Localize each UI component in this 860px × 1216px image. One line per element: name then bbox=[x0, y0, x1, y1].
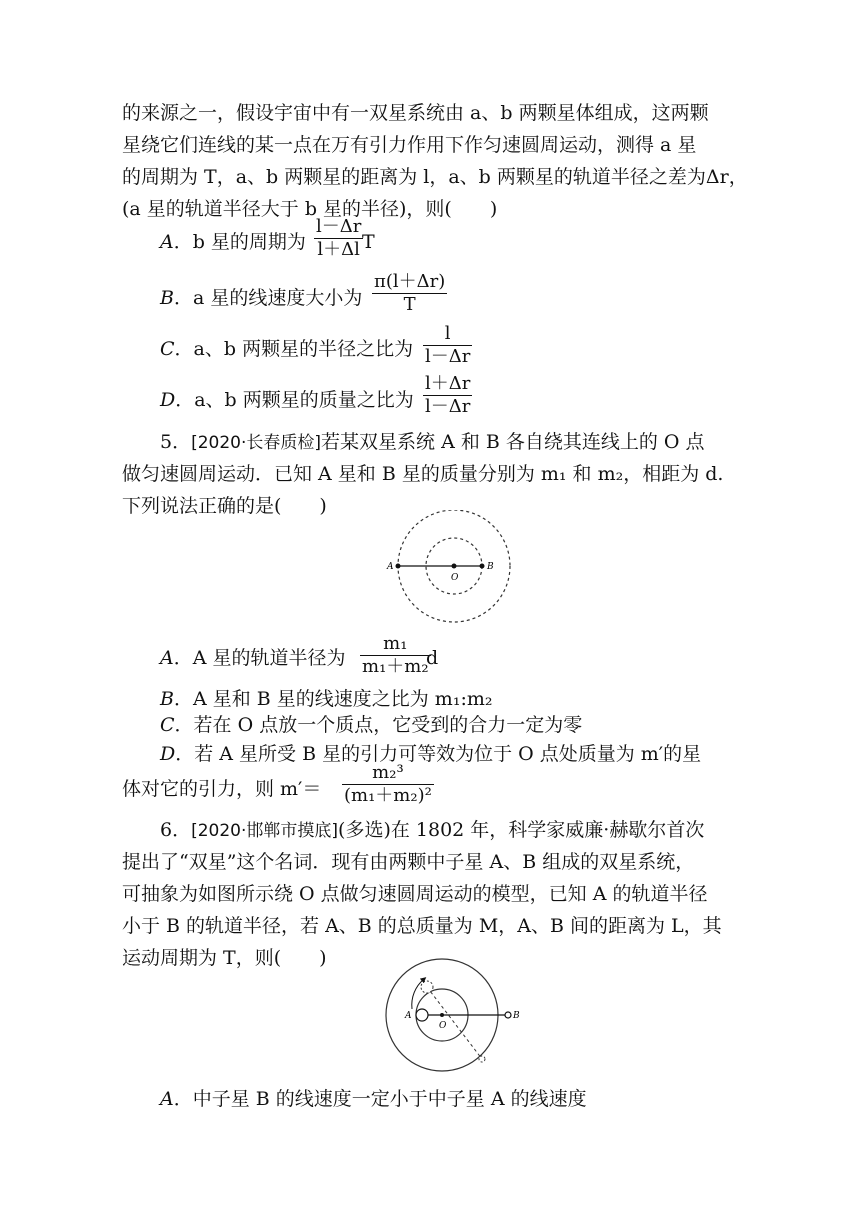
option-text: ．a、b 两颗星的质量之比为 bbox=[175, 389, 414, 411]
fraction-numerator: l bbox=[423, 323, 472, 346]
star-b-ghost bbox=[479, 1056, 485, 1062]
intro-line-2: 星绕它们连线的某一点在万有引力作用下作匀速圆周运动，测得 a 星 bbox=[122, 134, 697, 156]
q6-orbit-figure bbox=[384, 955, 534, 1080]
option-letter: A bbox=[160, 1088, 174, 1110]
option-letter: C bbox=[160, 338, 175, 360]
q4-option-a bbox=[160, 229, 306, 255]
center-o-dot bbox=[452, 564, 457, 569]
rotated-position-line bbox=[427, 987, 482, 1059]
stem-text: (多选)在 1802 年，科学家威廉·赫歇尔首次 bbox=[338, 819, 705, 841]
q5-stem-line-3: 下列说法正确的是( ) bbox=[122, 495, 327, 517]
star-a bbox=[416, 1009, 428, 1021]
option-letter: D bbox=[160, 389, 176, 411]
star-b-dot bbox=[480, 564, 485, 569]
option-text: ．中子星 B 的线速度一定小于中子星 A 的线速度 bbox=[173, 1088, 587, 1110]
option-letter: A bbox=[160, 647, 174, 669]
intro-line-4: (a 星的轨道半径大于 b 星的半径)，则( ) bbox=[122, 198, 498, 220]
q6-stem-line-4: 小于 B 的轨道半径，若 A、B 的总质量为 M，A、B 间的距离为 L，其 bbox=[122, 915, 722, 937]
label-b: B bbox=[487, 562, 494, 572]
fraction-numerator: m₁ bbox=[360, 633, 431, 656]
question-source: [2020·长春质检] bbox=[191, 433, 322, 453]
fraction-numerator: π(l＋Δr) bbox=[374, 271, 446, 292]
fraction-numerator: m₂³ bbox=[342, 762, 434, 785]
q5-option-d-line-2: 体对它的引力，则 m′＝ bbox=[122, 778, 322, 800]
q4-option-c bbox=[160, 336, 413, 362]
q5-option-b bbox=[160, 686, 492, 712]
q6-stem-line-1 bbox=[160, 817, 704, 844]
q5-option-c bbox=[160, 712, 582, 738]
stem-text: 若某双星系统 A 和 B 各自绕其连线上的 O 点 bbox=[321, 431, 705, 453]
label-a: A bbox=[405, 1011, 412, 1021]
option-letter: B bbox=[160, 287, 174, 309]
q5-a-suffix: d bbox=[426, 647, 439, 669]
question-number: 5． bbox=[160, 431, 192, 453]
center-o-dot bbox=[440, 1013, 444, 1017]
label-a: A bbox=[387, 562, 394, 572]
q6-option-a bbox=[160, 1086, 587, 1112]
fraction-denominator: l＋Δl bbox=[317, 239, 360, 260]
option-text: ．a、b 两颗星的半径之比为 bbox=[174, 338, 414, 360]
option-text: ．a 星的线速度大小为 bbox=[173, 287, 363, 309]
q6-stem-line-3: 可抽象为如图所示绕 O 点做匀速圆周运动的模型，已知 A 的轨道半径 bbox=[122, 883, 708, 905]
question-source: [2020·邯郸市摸底] bbox=[191, 821, 339, 841]
fraction-denominator: m₁＋m₂ bbox=[362, 656, 429, 677]
option-text: ．A 星和 B 星的线速度之比为 m₁:m₂ bbox=[173, 688, 493, 710]
option-letter: C bbox=[160, 714, 175, 736]
option-text: ．若在 O 点放一个质点，它受到的合力一定为零 bbox=[174, 714, 583, 736]
q5-orbit-figure bbox=[384, 510, 524, 630]
q4-a-suffix: T bbox=[362, 231, 375, 253]
star-a-ghost bbox=[421, 981, 433, 993]
q4-option-b bbox=[160, 285, 362, 311]
q6-stem-line-5: 运动周期为 T，则( ) bbox=[122, 947, 327, 969]
q4-option-d bbox=[160, 387, 414, 413]
star-b bbox=[505, 1012, 511, 1018]
fraction-denominator: T bbox=[403, 294, 416, 315]
q4-b-fraction bbox=[372, 271, 447, 316]
star-a-dot bbox=[396, 564, 401, 569]
label-o: O bbox=[451, 573, 459, 583]
fraction-denominator: l－Δr bbox=[425, 396, 471, 417]
intro-line-3: 的周期为 T，a、b 两颗星的距离为 l，a、b 两颗星的轨道半径之差为Δr， bbox=[122, 166, 748, 188]
option-text: ．A 星的轨道半径为 bbox=[173, 647, 346, 669]
q5-option-a bbox=[160, 645, 346, 671]
option-letter: A bbox=[160, 231, 174, 253]
option-letter: B bbox=[160, 688, 174, 710]
option-letter: D bbox=[160, 743, 176, 765]
question-number: 6． bbox=[160, 819, 192, 841]
fraction-numerator: l－Δr bbox=[316, 216, 362, 237]
fraction-denominator: (m₁＋m₂)² bbox=[344, 785, 432, 806]
fraction-denominator: l－Δr bbox=[425, 346, 471, 367]
q4-c-fraction bbox=[423, 323, 472, 368]
q5-stem-line-1 bbox=[160, 429, 705, 456]
label-o: O bbox=[439, 1021, 447, 1031]
label-b: B bbox=[513, 1011, 520, 1021]
option-text: ．若 A 星所受 B 星的引力可等效为位于 O 点处质量为 m′的星 bbox=[175, 743, 702, 765]
intro-line-1: 的来源之一，假设宇宙中有一双星系统由 a、b 两颗星体组成，这两颗 bbox=[122, 102, 709, 124]
q5-d-fraction bbox=[342, 762, 434, 807]
q6-stem-line-2: 提出了“双星”这个名词．现有由两颗中子星 A、B 组成的双星系统， bbox=[122, 851, 695, 873]
q5-a-fraction bbox=[360, 633, 431, 678]
option-text: ．b 星的周期为 bbox=[173, 231, 306, 253]
q4-a-fraction bbox=[314, 216, 363, 261]
fraction-numerator: l＋Δr bbox=[425, 373, 471, 394]
q4-d-fraction bbox=[423, 373, 472, 418]
q5-stem-line-2: 做匀速圆周运动．已知 A 星和 B 星的质量分别为 m₁ 和 m₂，相距为 d. bbox=[122, 463, 724, 485]
